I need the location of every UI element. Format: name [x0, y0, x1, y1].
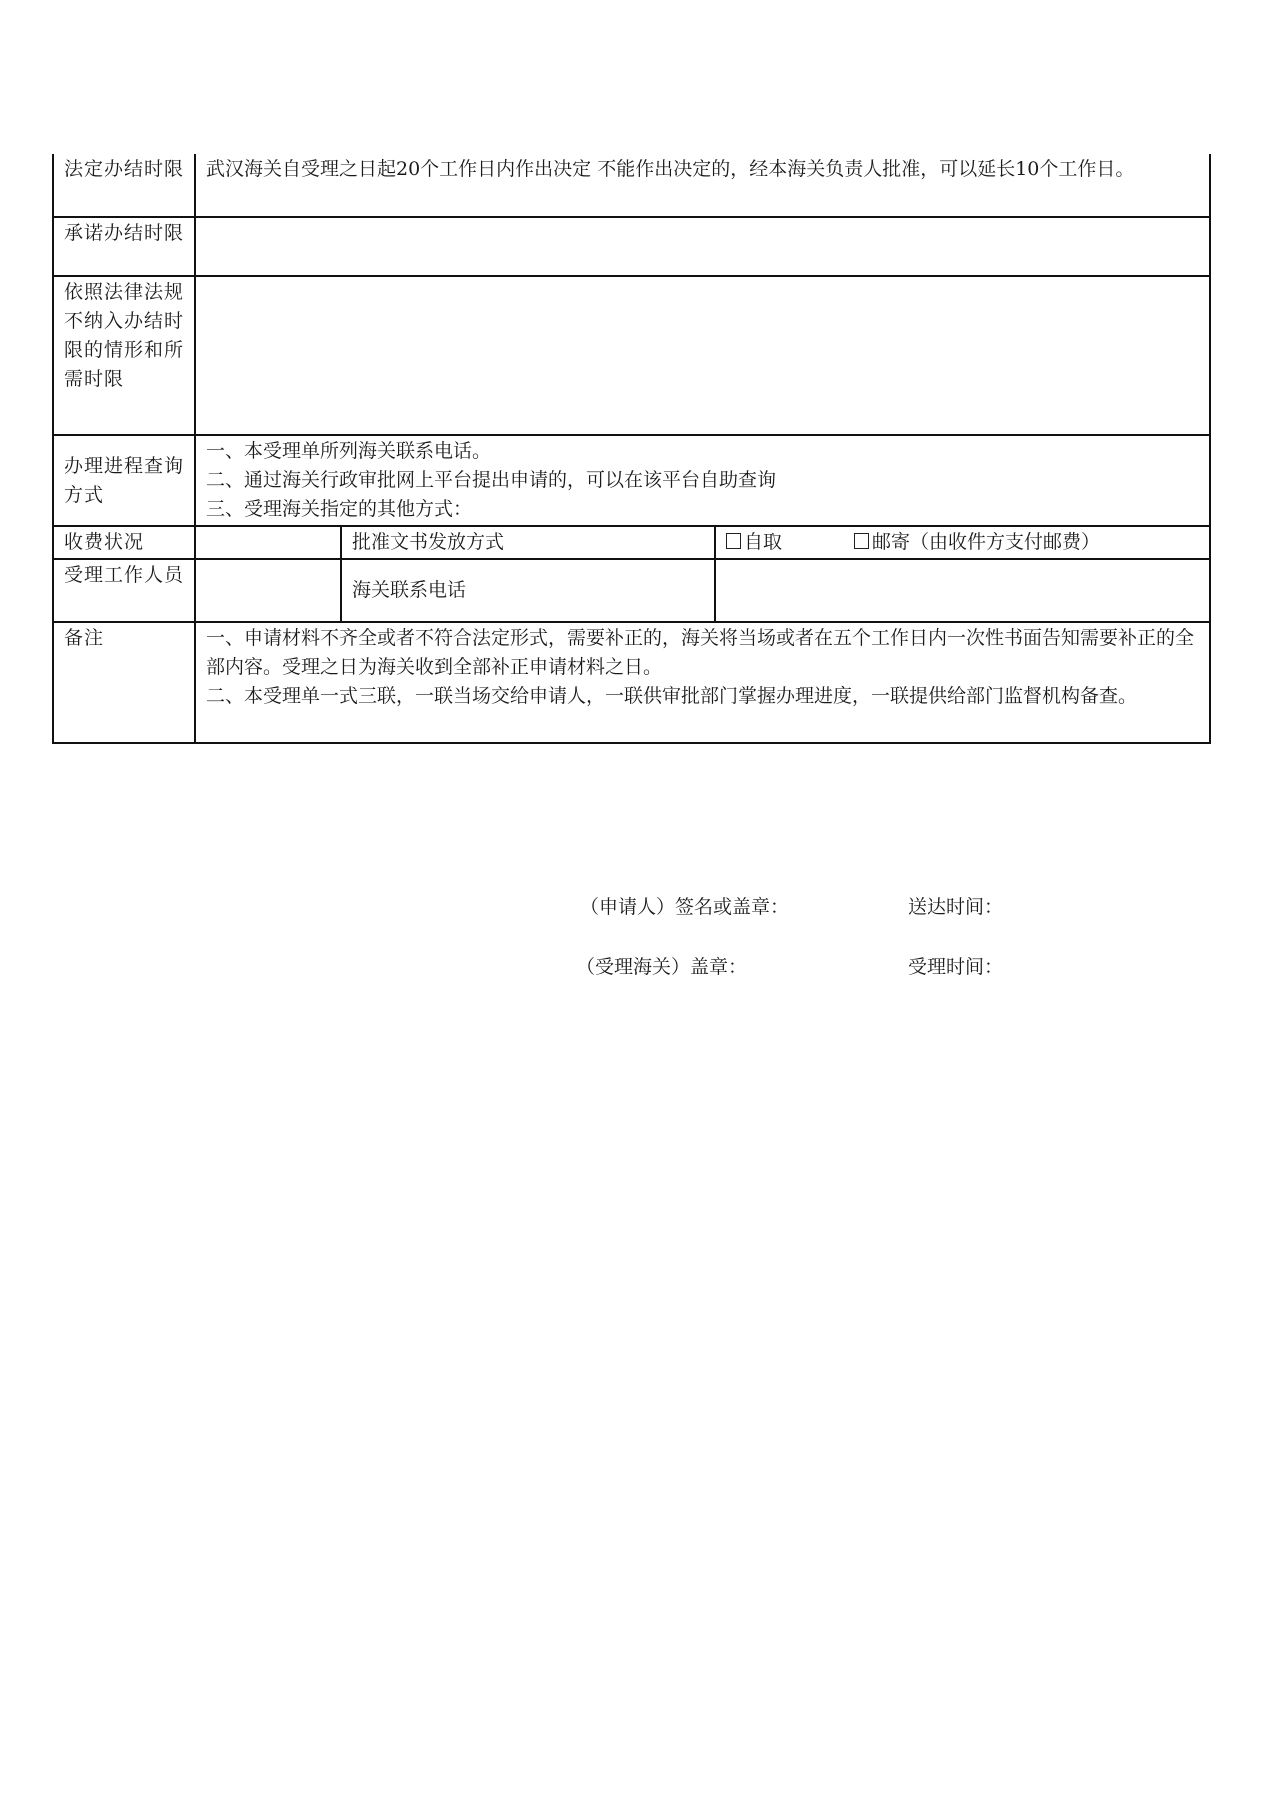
delivery-time-label: 送达时间：: [908, 896, 1004, 918]
promised-deadline-label: 承诺办结时限: [53, 217, 195, 276]
excluded-periods-value[interactable]: [195, 276, 1210, 435]
checkbox-icon[interactable]: [854, 533, 869, 549]
staff-label: 受理工作人员: [53, 559, 195, 622]
customs-phone-label: 海关联系电话: [341, 559, 715, 622]
remarks-line-2: 二、本受理单一式三联，一联当场交给申请人，一联供审批部门掌握办理进度，一联提供给部门监督机构备查。: [206, 685, 1138, 707]
excluded-periods-label: 依照法律法规不纳入办结时限的情形和所需时限: [53, 276, 195, 435]
row-fee-status: [53, 526, 1210, 559]
progress-query-line-2: 二、通过海关行政审批网上平台提出申请的，可以在该平台自助查询: [206, 469, 777, 491]
progress-query-line-1: 一、本受理单所列海关联系电话。: [206, 440, 492, 462]
progress-query-line-3: 三、受理海关指定的其他方式：: [206, 498, 473, 520]
row-progress-query: [53, 435, 1210, 526]
option-self-pickup-label: 自取: [744, 531, 783, 553]
option-mail-label: 邮寄（由收件方支付邮费）: [872, 531, 1101, 553]
option-mail[interactable]: [854, 528, 1100, 557]
checkbox-icon[interactable]: [726, 533, 741, 549]
fee-status-value[interactable]: [195, 526, 341, 559]
remarks-content: [195, 622, 1210, 743]
row-promised-deadline: [53, 217, 1210, 276]
customs-phone-value[interactable]: [715, 559, 1210, 622]
remarks-label: 备注: [53, 622, 195, 743]
progress-query-methods: [195, 435, 1210, 526]
fee-status-label: 收费状况: [53, 526, 195, 559]
acceptance-form-table: [52, 154, 1211, 744]
row-remarks: [53, 622, 1210, 743]
promised-deadline-value[interactable]: [195, 217, 1210, 276]
legal-deadline-value: 武汉海关自受理之日起20个工作日内作出决定 不能作出决定的，经本海关负责人批准，可以延长10个工作日。: [195, 154, 1210, 217]
row-excluded-periods: [53, 276, 1210, 435]
customs-seal-label: （受理海关）盖章：: [576, 956, 748, 978]
row-legal-deadline: [53, 154, 1210, 217]
progress-query-label: 办理进程查询方式: [53, 435, 195, 526]
accept-time-label: 受理时间：: [908, 956, 1004, 978]
delivery-method-options: [715, 526, 1210, 559]
staff-value[interactable]: [195, 559, 341, 622]
remarks-line-1: 一、申请材料不齐全或者不符合法定形式，需要补正的，海关将当场或者在五个工作日内一次性书面告知需要补正的全部内容。受理之日为海关收到全部补正申请材料之日。: [206, 627, 1195, 678]
delivery-method-label: 批准文书发放方式: [341, 526, 715, 559]
row-staff: [53, 559, 1210, 622]
applicant-signature-label: （申请人）签名或盖章：: [580, 896, 790, 918]
legal-deadline-label: 法定办结时限: [53, 154, 195, 217]
option-self-pickup[interactable]: [726, 528, 848, 557]
